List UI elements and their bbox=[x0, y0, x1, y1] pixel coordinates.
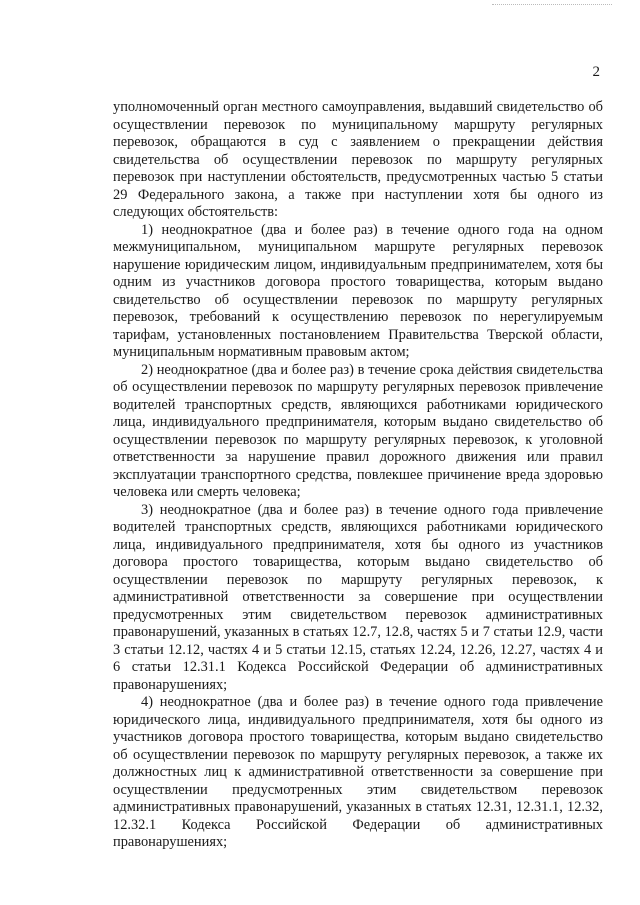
list-item-1: 1) неоднократное (два и более раз) в течение одного года на одном межмуниципальном, муниципальном маршруте регулярных перевозок нарушение юридическим лицом, индивидуальным предпринимателем, хотя бы одним из участников договора простого товарищества, которым выдано свидетельство об осуществлении перевозок по маршруту регулярных перевозок, требований к осуществлению перевозок по нерегулируемым тарифам, установленных постановлением Правительства Тверской области, муниципальным нормативным правовым актом; bbox=[113, 221, 603, 360]
document-body bbox=[113, 99, 603, 852]
scan-mark bbox=[492, 4, 612, 8]
list-item-4: 4) неоднократное (два и более раз) в течение одного года привлечение юридического лица, индивидуального предпринимателя, хотя бы одного из участников договора простого товарищества, которым выдано свидетельство об осуществлении перевозок по маршруту регулярных перевозок, а также их должностных лиц к административной ответственности за совершение при осуществлении предусмотренных этим свидетельством перевозок административных правонарушений, указанных в статьях 12.31, 12.31.1, 12.32, 12.32.1 Кодекса Российской Федерации об административных правонарушениях; bbox=[113, 694, 603, 850]
page-number: 2 bbox=[592, 64, 600, 80]
intro-paragraph: уполномоченный орган местного самоуправления, выдавший свидетельство об осуществлении перевозок по муниципальному маршруту регулярных перевозок, обращаются в суд с заявлением о прекращении действия свидетельства об осуществлении перевозок по маршруту регулярных перевозок при наступлении обстоятельств, предусмотренных частью 5 статьи 29 Федерального закона, а также при наступлении хотя бы одного из следующих обстоятельств: bbox=[113, 99, 603, 220]
list-item-2: 2) неоднократное (два и более раз) в течение срока действия свидетельства об осуществлении перевозок по маршруту регулярных перевозок привлечение водителей транспортных средств, являющихся работниками юридического лица, индивидуального предпринимателя, которым выдано свидетельство об осуществлении перевозок по маршруту регулярных перевозок, к уголовной ответственности за нарушение правил дорожного движения или правил эксплуатации транспортного средства, повлекшее причинение вреда здоровью человека или смерть человека; bbox=[113, 361, 603, 500]
list-item-3: 3) неоднократное (два и более раз) в течение одного года привлечение водителей транспортных средств, являющихся работниками юридического лица, индивидуального предпринимателя, хотя бы одного из участников договора простого товарищества, которым выдано свидетельство об осуществлении перевозок по маршруту регулярных перевозок, к административной ответственности за совершение при осуществлении предусмотренных этим свидетельством перевозок административных правонарушений, указанных в статьях 12.7, 12.8, частях 5 и 7 статьи 12.9, части 3 статьи 12.12, частях 4 и 5 статьи 12.15, статьях 12.24, 12.26, 12.27, частях 4 и 6 статьи 12.31.1 Кодекса Российской Федерации об административных правонарушениях; bbox=[113, 501, 603, 693]
